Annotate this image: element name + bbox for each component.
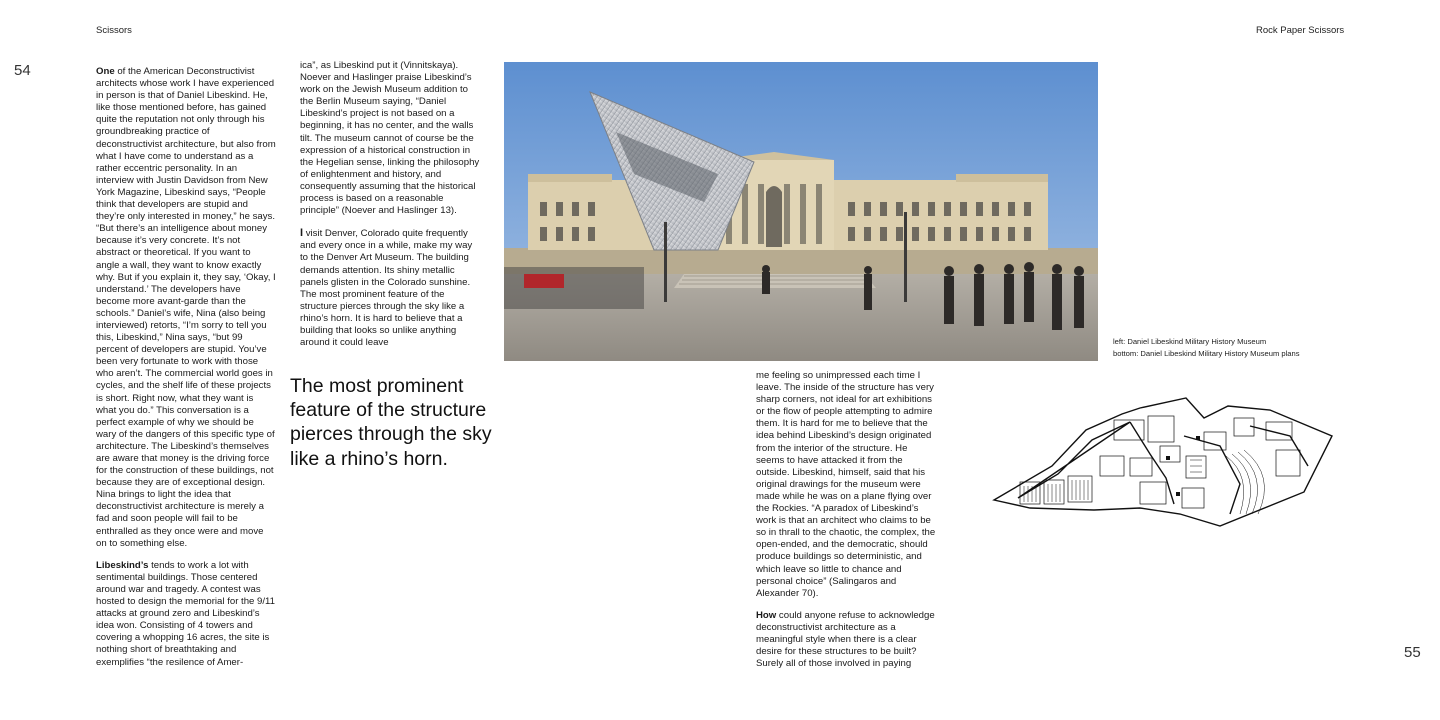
paragraph — [756, 610, 936, 670]
paragraph-text: me feeling so unimpressed each time I leave. The inside of the structure has very sharp corners, not ideal for art exhibitions or the flow of people attempting to admire them. It is hard for me to believe that the idea behind Libeskind’s design originated from the interior of the structure. He seems to have attacked it from the outside. Libeskind, himself, said that his original drawings for the museum were made while he was on a plane flying over the Rockies. “A paradox of Libeskind’s work is that an architect who claims to be so in thrall to the chaotic, the complex, the open-ended, and the democratic, should produce buildings so deterministic, and which leave so little to chance and personal choice” (Salingaros and Alexander 70). — [756, 370, 936, 599]
body-column-1 — [96, 66, 276, 679]
lead-word: How — [756, 609, 777, 621]
pull-quote: The most prominent feature of the structure pierces through the sky like a rhino’s horn. — [290, 375, 492, 470]
caption-bottom: bottom: Daniel Libeskind Military History Museum plans — [1113, 349, 1300, 358]
body-column-2 — [300, 60, 482, 359]
paragraph-text: ica”, as Libeskind put it (Vinnitskaya). Noever and Haslinger praise Libeskind’s work on the Jewish Museum addition to the Berlin Museum saying, “Daniel Libeskind’s project is not based on a beginning, it has no center, and the walls tilt. The museum cannot of course be the expression of a historical construction in the Hegelian sense, linking the philosophy of enlightenment and history, and consequently assuming that the historical process is based on a reasonable principle” (Noever and Haslinger 13). — [300, 60, 480, 217]
lead-word: I — [300, 227, 304, 240]
museum-photo — [504, 62, 1098, 361]
floor-plan-drawing — [990, 396, 1335, 536]
paragraph — [756, 370, 936, 600]
paragraph-text: could anyone refuse to acknowledge deconstructivist architecture as a meaningful style when there is a clear desire for these structures to be built? Surely all of those involved in paying — [756, 609, 935, 670]
floor-plan-svg — [990, 396, 1335, 536]
running-head-left: Scissors — [96, 25, 132, 36]
paragraph — [300, 60, 482, 217]
page-number-left: 54 — [14, 62, 31, 79]
paragraph — [96, 560, 276, 669]
lead-word: Libeskind’s — [96, 559, 149, 571]
page-number-right: 55 — [1404, 644, 1421, 661]
paragraph — [300, 227, 482, 349]
caption-left: left: Daniel Libeskind Military History Museum — [1113, 337, 1267, 346]
paragraph — [96, 66, 276, 550]
paragraph-text: of the American Deconstructivist architects whose work I have experienced in person is that of Daniel Libeskind. He, like those mentioned before, has gained quite the reputation not only through his groundbreaking practice of deconstructivist architecture, but also from what I have come to understand as a rather eccentric personality. In an interview with Justin Davidson from New York Magazine, Libeskind says, “People think that developers are stupid and they’re only interested in money,” he says. “But there’s an intelligence about money because it’s very concrete. It’s not abstract or theoretical. If you want to angle a wall, they want to know exactly why. But if you explain it, they say, ‘Okay, I understand.’ The developers have become more avant-garde than the schools.” Daniel’s wife, Nina (also being interviewed) retorts, “I’m sorry to tell you this, Libeskind,” Nina says, “but 99 percent of developers are stupid. You’ve been very fortunate to work with those who aren’t. The commercial world goes in cycles, and the shelf life of these projects is short. Right now, what they want is what you do.” This conversation is a perfect example of why we should be wary of the dangers of this specific type of architecture. The Libeskind’s themselves are aware that money is the driving force for the construction of these buildings, not because they are of exceptional design. Nina brings to light the idea that deconstructivist architecture is merely a fad and soon people will fail to be enthralled as they once were and move on to something else. — [96, 66, 276, 549]
body-column-3 — [756, 370, 936, 680]
museum-photo-svg — [504, 62, 1098, 361]
lead-word: One — [96, 66, 115, 77]
paragraph-text: visit Denver, Colorado quite frequently and every once in a while, make my way to the Denver Art Museum. The building demands attention. Its shiny metallic panels glisten in the Colorado sunshine. The most prominent feature of the structure pierces through the sky like a rhino’s horn. It is hard to believe that a building that looks so unlike anything around it could leave — [300, 228, 473, 349]
paragraph-text: tends to work a lot with sentimental buildings. Those centered around war and tragedy. A contest was hosted to design the memorial for the 9/11 attacks at ground zero and Libeskind’s idea won. Consisting of 4 towers and covering a whopping 16 acres, the site is nothing short of breathtaking and exemplifies “the resilence of Amer- — [96, 559, 276, 668]
running-head-right: Rock Paper Scissors — [1256, 25, 1345, 36]
